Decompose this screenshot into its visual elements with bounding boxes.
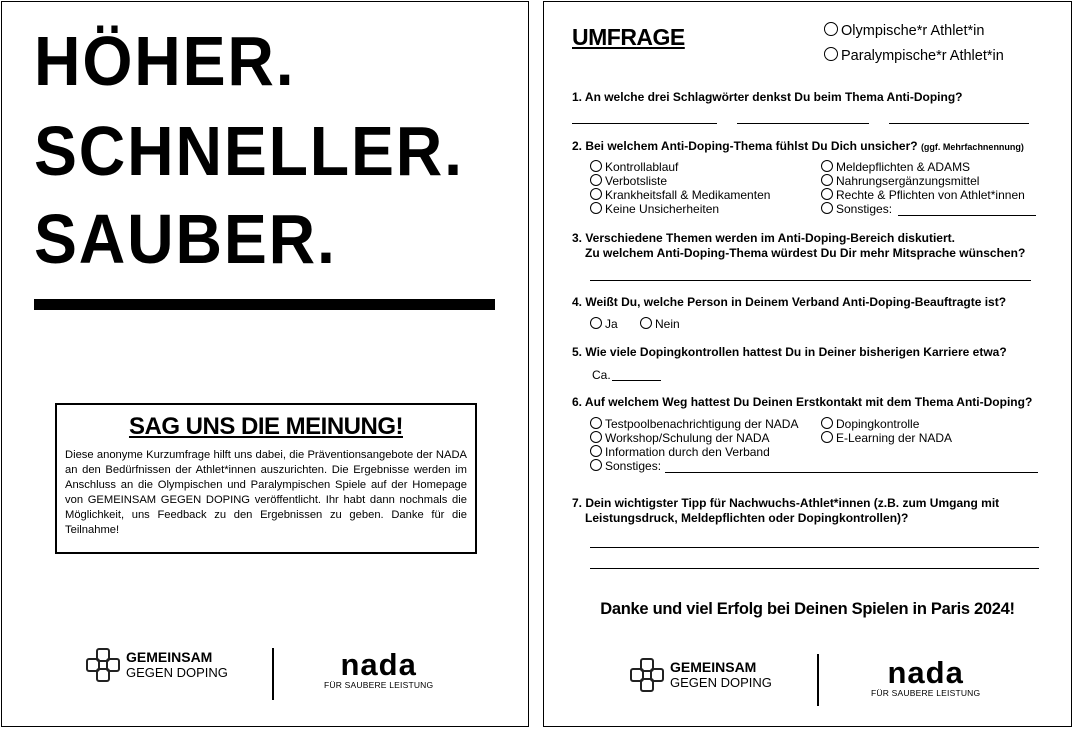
q7-answer-line-1[interactable] [590,547,1039,548]
logo-divider [272,648,274,700]
radio-circle-icon[interactable] [821,417,833,429]
q1-answer-line-1[interactable] [572,123,717,124]
q6-option-label: Information durch den Verband [605,445,770,459]
q2-option-label: Rechte & Pflichten von Athlet*innen [836,188,1025,202]
q2-option-label: Sonstiges: [836,202,893,216]
q6-option-other[interactable] [590,459,661,473]
q2-option-other[interactable] [821,202,892,216]
q4-option-label: Nein [655,317,680,331]
question-2-note: (ggf. Mehrfachnennung) [920,142,1024,152]
question-1: 1. An welche drei Schlagwörter denkst Du beim Thema Anti-Doping? [572,90,963,104]
q7-answer-line-2[interactable] [590,568,1039,569]
q2-option-label: Verbotsliste [605,174,668,188]
question-4: 4. Weißt Du, welche Person in Deinem Verband Anti-Doping-Beauftragte ist? [572,295,1007,309]
question-7-line1: 7. Dein wichtigster Tipp für Nachwuchs-Athlet*innen (z.B. zum Umgang mit [572,496,1000,510]
radio-circle-icon[interactable] [590,202,602,214]
radio-circle-icon[interactable] [821,431,833,443]
question-2-text: 2. Bei welchem Anti-Doping-Thema fühlst Du Dich unsicher? [572,139,918,153]
athlete-type-olympic[interactable] [824,22,984,39]
q6-option[interactable] [590,417,798,431]
radio-circle-icon[interactable] [590,317,602,329]
q2-option-label: Meldepflichten & ADAMS [836,160,971,174]
q6-option-label: Dopingkontrolle [836,417,920,431]
logo-gemeinsam-gegen-doping [86,648,228,682]
q2-option[interactable] [590,160,678,174]
radio-circle-icon[interactable] [590,174,602,186]
question-7-line2: Leistungsdruck, Meldepflichten oder Dopingkontrollen)? [585,511,909,525]
radio-circle-icon[interactable] [821,188,833,200]
radio-circle-icon[interactable] [821,174,833,186]
gemeinsam-logo-line1: GEMEINSAM [126,649,213,665]
q6-option-label: E-Learning der NADA [836,431,953,445]
q1-answer-line-2[interactable] [737,123,869,124]
radio-circle-icon[interactable] [590,431,602,443]
closing-message: Danke und viel Erfolg bei Deinen Spielen in Paris 2024! [600,600,1015,618]
q4-option-no[interactable] [640,317,680,331]
radio-circle-icon[interactable] [640,317,652,329]
headline-underline-bar [34,299,495,310]
q2-option-label: Nahrungsergänzungsmittel [836,174,980,188]
q6-other-line[interactable] [665,472,1038,473]
q5-prefix: Ca. [592,368,611,382]
logo-gemeinsam-gegen-doping [630,658,772,692]
q2-option[interactable] [821,160,970,174]
q2-option-label: Keine Unsicherheiten [605,202,720,216]
q6-option[interactable] [821,417,919,431]
headline-line-1: HÖHER. [34,22,296,100]
nada-logo-subtitle: FÜR SAUBERE LEISTUNG [324,680,434,690]
question-6: 6. Auf welchem Weg hattest Du Deinen Erstkontakt mit dem Thema Anti-Doping? [572,395,1033,409]
info-box-title: SAG UNS DIE MEINUNG! [128,413,403,440]
q6-option[interactable] [821,431,952,445]
q6-option-label: Workshop/Schulung der NADA [605,431,770,445]
question-2 [572,139,1024,155]
gemeinsam-logo-icon [630,658,664,692]
nada-logo-word: nada [887,655,964,690]
q2-option-label: Kontrollablauf [605,160,679,174]
headline-line-2: SCHNELLER. [34,112,464,190]
radio-circle-icon[interactable] [824,22,838,36]
athlete-type-paralympic-label: Paralympische*r Athlet*in [841,48,1004,64]
logo-nada [324,647,434,690]
q3-answer-line[interactable] [590,280,1031,281]
gemeinsam-logo-line2: GEGEN DOPING [126,665,228,680]
q2-option[interactable] [590,174,667,188]
question-3-line2: Zu welchem Anti-Doping-Thema würdest Du Dir mehr Mitsprache wünschen? [585,246,1026,260]
q2-option[interactable] [590,202,719,216]
radio-circle-icon[interactable] [821,160,833,172]
nada-logo-subtitle: FÜR SAUBERE LEISTUNG [871,688,981,698]
athlete-type-paralympic[interactable] [824,47,1004,64]
q2-option[interactable] [590,188,770,202]
q2-other-line[interactable] [898,215,1036,216]
gemeinsam-logo-icon [86,648,120,682]
radio-circle-icon[interactable] [590,417,602,429]
question-5: 5. Wie viele Dopingkontrollen hattest Du in Deiner bisherigen Karriere etwa? [572,345,1007,359]
radio-circle-icon[interactable] [590,445,602,457]
q2-option-label: Krankheitsfall & Medikamenten [605,188,771,202]
q4-option-label: Ja [605,317,618,331]
radio-circle-icon[interactable] [590,459,602,471]
gemeinsam-logo-line1: GEMEINSAM [670,659,757,675]
radio-circle-icon[interactable] [590,160,602,172]
q5-answer-line[interactable] [612,380,661,381]
radio-circle-icon[interactable] [824,47,838,61]
q6-option-label: Sonstiges: [605,459,662,473]
q4-option-yes[interactable] [590,317,618,331]
question-3-line1: 3. Verschiedene Themen werden im Anti-Doping-Bereich diskutiert. [572,231,955,245]
athlete-type-olympic-label: Olympische*r Athlet*in [841,23,985,39]
flyer-front-panel [1,1,529,727]
radio-circle-icon[interactable] [590,188,602,200]
q6-option[interactable] [590,431,770,445]
q6-option[interactable] [590,445,770,459]
q2-option[interactable] [821,188,1025,202]
q2-option[interactable] [821,174,979,188]
nada-logo-word: nada [340,647,417,682]
gemeinsam-logo-line2: GEGEN DOPING [670,675,772,690]
logo-nada [871,655,981,698]
survey-panel [543,1,1072,727]
radio-circle-icon[interactable] [821,202,833,214]
logo-divider [817,654,819,706]
q6-option-label: Testpoolbenachrichtigung der NADA [605,417,799,431]
info-box-text: Diese anonyme Kurzumfrage hilft uns dabei, die Präventionsangebote der NADA an den Bedürfnissen der Athlet*innen auszurichten. Die Ergebnisse werden im Anschluss an die Olympischen und Paralympischen Spiele auf der Homepage von GEMEINSAM GEGEN DOPING veröffentlicht. Ihr habt dann nochmals die Möglichkeit, uns Feedback zu den Ergebnissen zu geben. Danke für die Teilnahme! [65,449,467,536]
info-box [55,403,477,554]
headline-line-3: SAUBER. [34,200,337,278]
survey-title: UMFRAGE [572,24,685,50]
q1-answer-line-3[interactable] [889,123,1029,124]
